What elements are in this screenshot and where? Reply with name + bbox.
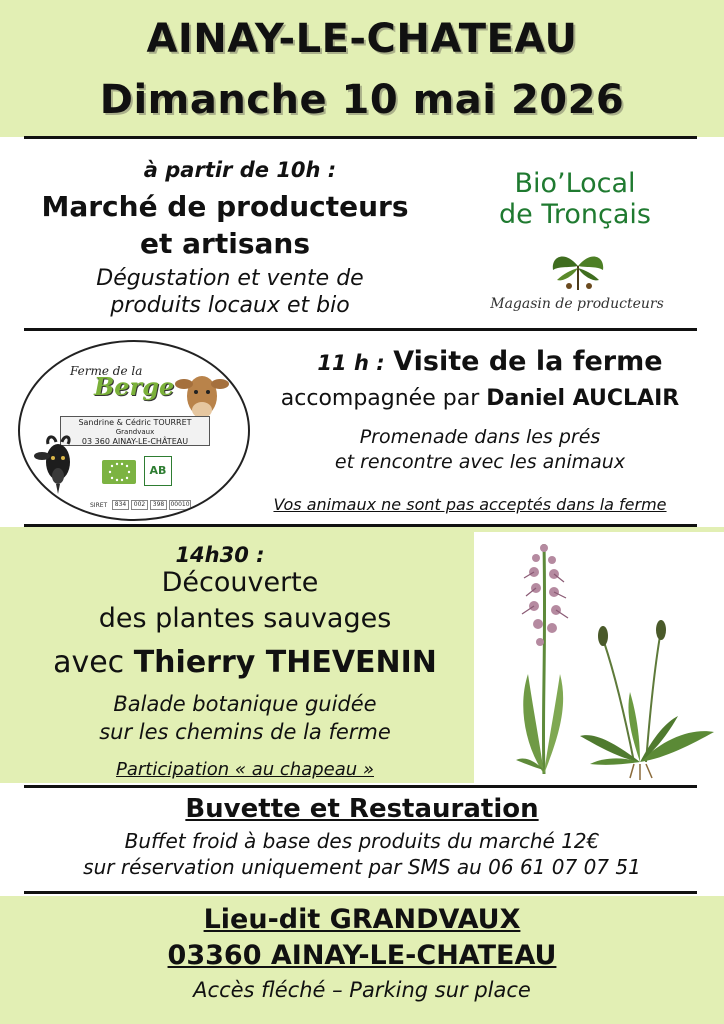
ab-label <box>144 456 172 486</box>
market-title-line1: Marché de producteurs <box>41 190 409 223</box>
location-band <box>0 896 724 1024</box>
food-title: Buvette et Restauration <box>185 794 539 824</box>
visit-desc-line2: et rencontre avec les animaux <box>334 451 626 473</box>
visit-time: 11 h : <box>317 351 385 375</box>
location-line1: Lieu-dit GRANDVAUX <box>203 904 521 935</box>
visit-guide-name: Daniel AUCLAIR <box>486 386 680 411</box>
farm-logo-line1: Ferme de la <box>70 364 143 378</box>
siret-part: 834 <box>112 500 129 510</box>
plants-participation: Participation « au chapeau » <box>116 759 374 780</box>
market-title-line2: et artisans <box>140 227 310 260</box>
bio-logo-line2: de Tronçais <box>499 199 651 230</box>
plants-time: 14h30 : <box>175 543 265 567</box>
visit-title: Visite de la ferme <box>393 346 663 377</box>
farm-owners: Sandrine & Cédric TOURRET <box>78 418 192 427</box>
food-line2: sur réservation uniquement par SMS au 06 61 07 07 51 <box>83 855 641 879</box>
siret-part: 002 <box>131 500 148 510</box>
visit-note: Vos animaux ne sont pas acceptés dans la ferme <box>273 495 667 514</box>
divider <box>24 891 697 894</box>
market-desc-line2: produits locaux et bio <box>110 293 350 318</box>
poster-title-date: Dimanche 10 mai 2026 <box>99 77 625 123</box>
plants-illustration <box>474 532 724 784</box>
eu-organic-label <box>102 460 136 484</box>
plants-guide <box>0 645 490 680</box>
visit-guide-prefix: accompagnée par <box>280 386 480 411</box>
food-line1: Buffet froid à base des produits du marché 12€ <box>124 829 600 853</box>
plants-title-line2: des plantes sauvages <box>98 603 392 634</box>
leaf-icon <box>545 246 611 292</box>
ab-text: AB <box>149 464 167 477</box>
siret-part: 00010 <box>170 501 190 508</box>
market-time: à partir de 10h : <box>143 158 337 182</box>
location-line3: Accès fléché – Parking sur place <box>193 978 531 1002</box>
cow-icon <box>174 368 230 420</box>
eu-leaf-icon <box>102 460 136 484</box>
poster-title-city: AINAY-LE-CHATEAU <box>146 16 578 62</box>
header-band <box>0 0 724 137</box>
visit-desc-line1: Promenade dans les prés <box>359 426 601 448</box>
siret-part: 398 <box>150 500 167 510</box>
plants-desc-line1: Balade botanique guidée <box>113 692 377 716</box>
farm-address: 03 360 AINAY-LE-CHÂTEAU <box>81 437 189 446</box>
goat-icon <box>28 434 86 496</box>
siret-label: SIRET <box>90 502 108 509</box>
bio-logo-tagline: Magasin de producteurs <box>490 296 664 312</box>
plants-guide-name: Thierry THEVENIN <box>133 645 437 680</box>
plants-title-line1: Découverte <box>161 567 319 598</box>
divider <box>24 136 697 139</box>
location-line2: 03360 AINAY-LE-CHATEAU <box>167 940 557 971</box>
divider <box>24 785 697 788</box>
visit-heading <box>270 346 710 377</box>
market-desc-line1: Dégustation et vente de <box>96 266 364 291</box>
farm-place: Grandvaux <box>115 428 155 436</box>
visit-guide <box>250 386 710 411</box>
divider <box>24 328 697 331</box>
plantain-icon <box>574 612 722 782</box>
bio-logo-line1: Bio’Local <box>514 168 636 199</box>
plants-guide-prefix: avec <box>53 645 125 680</box>
farm-logo <box>18 340 250 521</box>
plants-desc-line2: sur les chemins de la ferme <box>99 720 391 744</box>
farm-logo-line2: Berge <box>94 372 175 401</box>
